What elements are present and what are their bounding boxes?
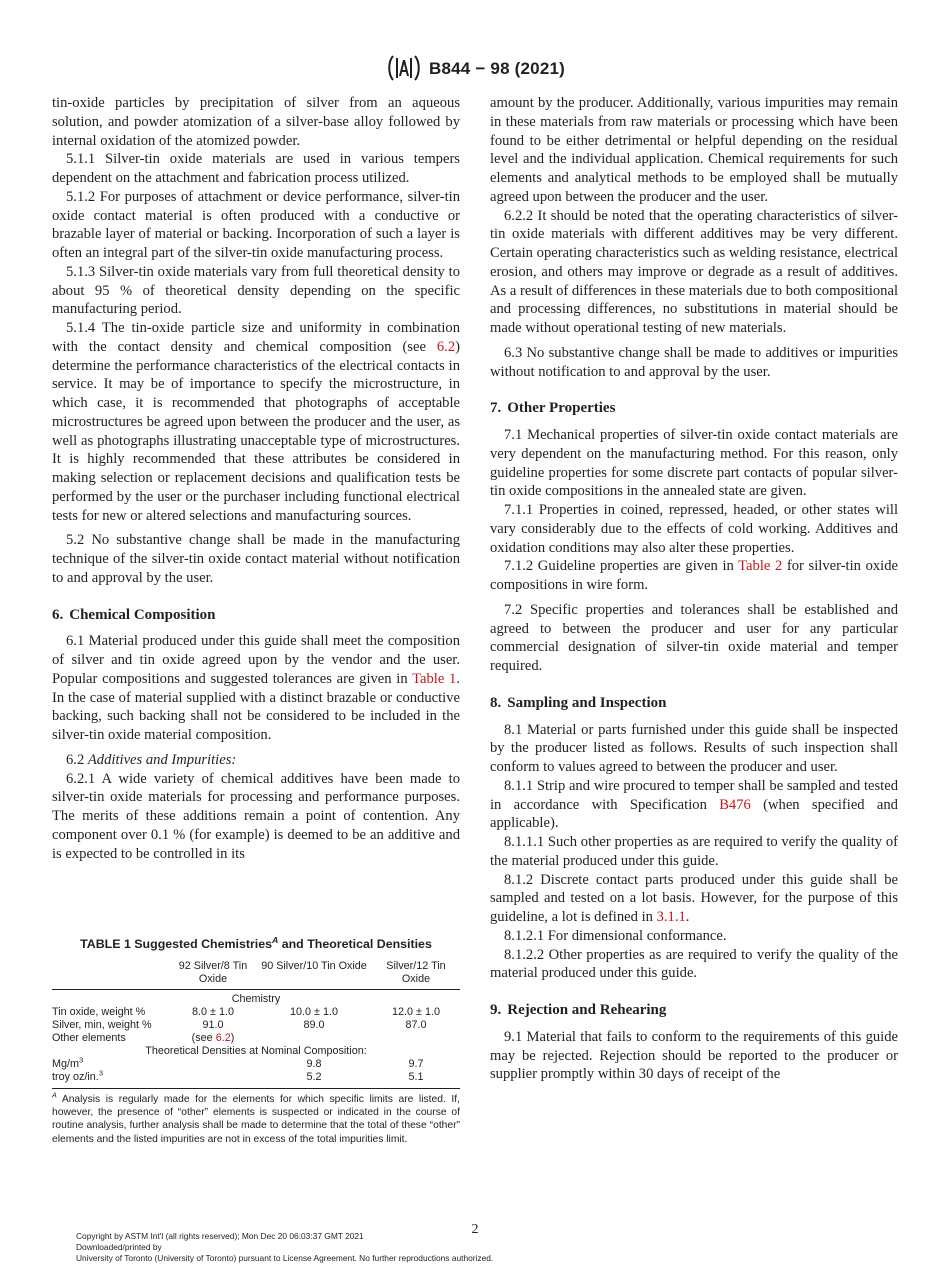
paragraph-7-2: 7.2 Specific properties and tolerances shall be established and agreed to between the producer and user for any particular commercial designation of silver-tin oxide material and temper required. xyxy=(490,601,898,674)
section-6-number: 6. xyxy=(52,606,64,623)
section-heading-8 xyxy=(490,694,898,713)
paragraph-8-1-1-text-a: 8.1.1 Strip and wire procured to temper shall be sampled and tested in accordance with Specification xyxy=(490,777,898,813)
table-1-title-sup: A xyxy=(272,934,279,945)
table-header-row xyxy=(52,956,460,990)
paragraph-6-2 xyxy=(52,751,460,770)
paragraph-7-1-2-text-b: for silver-tin oxide compositions in wire form. xyxy=(490,558,898,593)
section-heading-6 xyxy=(52,606,460,625)
copyright-notice xyxy=(76,1231,493,1264)
cell-value: 89.0 xyxy=(303,1019,325,1031)
section-7-number: 7. xyxy=(490,400,502,417)
paragraph-5-1-4-text-a: 5.1.4 The tin-oxide particle size and uniformity in combination with the contact density and chemical composition (see xyxy=(52,320,460,355)
table-row xyxy=(52,1032,460,1045)
section-chemistry: Chemistry xyxy=(231,993,281,1005)
mg-unit-exp: 3 xyxy=(79,1055,84,1065)
troy-unit: troy oz/in. xyxy=(52,1071,99,1083)
link-section-6-2-table[interactable]: 6.2 xyxy=(215,1032,231,1044)
footnote-text: Analysis is regularly made for the elements for which specific limits are listed. If, however, the presence of “other” elements is suspected or indicated in the course of routine analysis, further analysis shall be made to determine that the total of these “other” elements and the listed impurities are not in excess of the total impurities limit. xyxy=(52,1094,460,1145)
row-label-other-elements: Other elements xyxy=(52,1032,126,1044)
paragraph-5-1-4 xyxy=(52,319,460,525)
link-b476[interactable]: B476 xyxy=(719,796,751,813)
paragraph-7-1-1: 7.1.1 Properties in coined, repressed, headed, or other states will vary considerably due to the effects of cold working. Additives and oxidation conditions may also alter these properties. xyxy=(490,502,898,556)
paragraph-5-1-3: 5.1.3 Silver-tin oxide materials vary from full theoretical density to about 95 % of theoretical density depending on the specific manufacturing period. xyxy=(52,263,460,318)
cell-value: 5.1 xyxy=(372,1071,460,1089)
section-8-number: 8. xyxy=(490,694,502,711)
see-text: (see xyxy=(191,1032,216,1044)
section-7-title: Other Properties xyxy=(507,400,616,417)
link-section-3-1-1[interactable]: 3.1.1 xyxy=(656,909,686,925)
table-1-title xyxy=(52,934,460,951)
paragraph-6-3: 6.3 No substantive change shall be made to additives or impurities without notification to and approval by the user. xyxy=(490,344,898,380)
paragraph-8-1-2-1: 8.1.2.1 For dimensional conformance. xyxy=(504,927,727,944)
paragraph-6-2-1: 6.2.1 A wide variety of chemical additives have been made to silver-tin oxide materials for processing and performance purposes. The merits of these additions remain a point of contention. Any component over 0.1 % (for example) is deemed to be an additive and is expected to be controlled in its xyxy=(52,770,460,862)
table-row xyxy=(52,1006,460,1019)
paragraph-8-1-2 xyxy=(490,871,898,927)
section-6-title: Chemical Composition xyxy=(69,606,216,623)
mg-unit: Mg/m xyxy=(52,1058,79,1070)
paragraph-7-1: 7.1 Mechanical properties of silver-tin oxide contact materials are very dependent on the manufacturing method. For this reason, only guideline properties for some discrete part contacts of popular silver-tin oxide compositions in the annealed state are given. xyxy=(490,427,898,500)
col-header-90-silver: 90 Silver/10 Tin Oxide xyxy=(256,956,372,990)
paragraph-5-1-4-text-b: ) determine the performance characteristics of the electrical contacts in service. It may be of importance to specify the microstructure, in which case, it is recommended that photographs of acceptable microstructures be agreed upon between the producer and the user, as well as photographs illustrating unacceptable type of microstructures. It is highly recommended that these attributes be considered in making selection or replacement decisions and qualification tests be performed by the user or the purchaser including functional electrical tests for new or altered selections and manufacturing sources. xyxy=(52,338,460,524)
section-heading-7 xyxy=(490,399,898,418)
table-1 xyxy=(52,934,460,1146)
paragraph-6-1-text-a: 6.1 Material produced under this guide shall meet the composition of silver and tin oxide agreed upon by the vendor and the user. Popular compositions and suggested tolerances are given in xyxy=(52,633,460,687)
table-1-title-b: and Theoretical Densities xyxy=(278,937,432,951)
paragraph-6-2-1-continued: amount by the producer. Additionally, various impurities may remain in these materials from raw materials or processing which have been found to be either detrimental or helpful depending on the residual level and the individual application. Chemical requirements for such elements and analytical methods to be employed shall be mutually agreed upon between the producer and the user. xyxy=(490,95,898,205)
cell-value: 5.2 xyxy=(256,1071,372,1089)
section-8-title: Sampling and Inspection xyxy=(507,694,667,711)
page-number: 2 xyxy=(471,1222,479,1237)
row-label-mg xyxy=(52,1055,170,1071)
copyright-line-1: Copyright by ASTM Int'l (all rights reserved); Mon Dec 20 06:03:37 GMT 2021 xyxy=(76,1231,364,1241)
section-heading-9 xyxy=(490,1001,898,1020)
paragraph-6-2-2: 6.2.2 It should be noted that the operating characteristics of silver-tin oxide materials with different additives may be very different. Certain operating characteristics such as welding resistance, electrical erosion, and others may improve or degrade as a result of additives. As a result of differences in these materials due to both compositional and processing differences, no substitutions in material should be made without operational testing of new materials. xyxy=(490,207,898,336)
row-label: Tin oxide, weight % xyxy=(52,1006,146,1018)
paragraph-8-1-1-1: 8.1.1.1 Such other properties as are required to verify the quality of the material produced under this guide. xyxy=(490,834,898,869)
table-section-row xyxy=(52,1045,460,1058)
link-table-1[interactable]: Table 1 xyxy=(412,670,457,687)
col-header-92-silver: 92 Silver/8 Tin Oxide xyxy=(170,956,256,990)
cell-value: 9.7 xyxy=(408,1058,424,1070)
section-densities: Theoretical Densities at Nominal Composition: xyxy=(145,1045,367,1057)
table-row xyxy=(52,1019,460,1032)
paragraph-9-1: 9.1 Material that fails to conform to the requirements of this guide may be rejected. Rejection should be reported to the producer or supplier promptly within 30 days of receipt of the xyxy=(490,1028,898,1083)
table-1-title-a: TABLE 1 Suggested Chemistries xyxy=(80,937,273,951)
cell-value: 91.0 xyxy=(202,1019,224,1031)
section-9-title: Rejection and Rehearing xyxy=(507,1002,667,1018)
cell-value: 9.8 xyxy=(306,1058,322,1070)
paragraph-6-1 xyxy=(52,632,460,745)
copyright-line-2: Downloaded/printed by xyxy=(76,1242,162,1252)
cell-other-see xyxy=(170,1032,256,1045)
link-section-6-2[interactable]: 6.2 xyxy=(436,338,456,355)
table-1-footnote xyxy=(52,1090,460,1146)
row-label: Silver, min, weight % xyxy=(52,1019,152,1031)
troy-unit-exp: 3 xyxy=(98,1068,104,1078)
see-close: ) xyxy=(230,1032,235,1044)
document-id: B844 − 98 (2021) xyxy=(429,59,565,78)
table-section-row xyxy=(52,990,460,1007)
table-row xyxy=(52,1071,460,1089)
paragraph-5-1-2: 5.1.2 For purposes of attachment or device performance, silver-tin oxide contact material is often produced with a conductive or brazable layer of material or backing. Incorporation of such a layer is often an integral part of the silver-tin oxide manufacturing process. xyxy=(52,188,460,261)
paragraph-8-1-2-text-a: 8.1.2 Discrete contact parts produced under this guide shall be sampled and tested on a lot basis. However, for the purpose of this guideline, a lot is defined in xyxy=(490,871,898,925)
paragraph-6-2-title: Additives and Impurities: xyxy=(87,751,237,768)
paragraph-6-2-number: 6.2 xyxy=(66,751,88,768)
col-header-12-tin: Silver/12 Tin Oxide xyxy=(372,956,460,990)
paragraph-6-1-text-b: . In the case of material supplied with a distinct brazable or conductive backing, such backing shall not be considered to be included in the silver-tin oxide material composition. xyxy=(52,670,460,743)
paragraph-8-1-1-text-b: (when specified and applicable). xyxy=(490,796,898,832)
paragraph-8-1: 8.1 Material or parts furnished under this guide shall be inspected by the producer listed as follows. Results of such inspection shall conform to values agreed to between the producer and user. xyxy=(490,721,898,775)
paragraph-8-1-2-2: 8.1.2.2 Other properties as are required to verify the quality of the material produced under this guide. xyxy=(490,946,898,982)
paragraph-7-1-2-text-a: 7.1.2 Guideline properties are given in xyxy=(504,558,739,575)
paragraph-8-1-2-text-b: . xyxy=(685,909,690,925)
copyright-line-3: University of Toronto (University of Toronto) pursuant to License Agreement. No further reproductions authorized. xyxy=(76,1253,494,1263)
row-label-troy xyxy=(52,1068,170,1089)
table-1-grid xyxy=(52,956,460,1089)
left-column xyxy=(52,94,460,863)
paragraph-5-2: 5.2 No substantive change shall be made in the manufacturing technique of the silver-tin oxide contact material without notification to and approval by the user. xyxy=(52,532,460,586)
astm-logo xyxy=(386,52,422,84)
section-9-number: 9. xyxy=(490,1002,502,1018)
link-table-2[interactable]: Table 2 xyxy=(738,558,783,575)
paragraph-8-1-1 xyxy=(490,777,898,833)
cell-value: 8.0 ± 1.0 xyxy=(192,1006,234,1018)
paragraph-intro-continued: tin-oxide particles by precipitation of silver from an aqueous solution, and powder atomization of a silver-base alloy followed by internal oxidation of the atomized powder. xyxy=(52,95,460,149)
table-row xyxy=(52,1058,460,1071)
right-column xyxy=(490,94,898,1084)
cell-value: 87.0 xyxy=(405,1019,427,1031)
paragraph-5-1-1: 5.1.1 Silver-tin oxide materials are used in various tempers dependent on the attachment and fabrication process utilized. xyxy=(52,151,460,186)
cell-value: 12.0 ± 1.0 xyxy=(392,1006,440,1018)
cell-value: 10.0 ± 1.0 xyxy=(290,1006,338,1018)
footnote-marker: A xyxy=(52,1090,57,1100)
paragraph-7-1-2 xyxy=(490,557,898,595)
